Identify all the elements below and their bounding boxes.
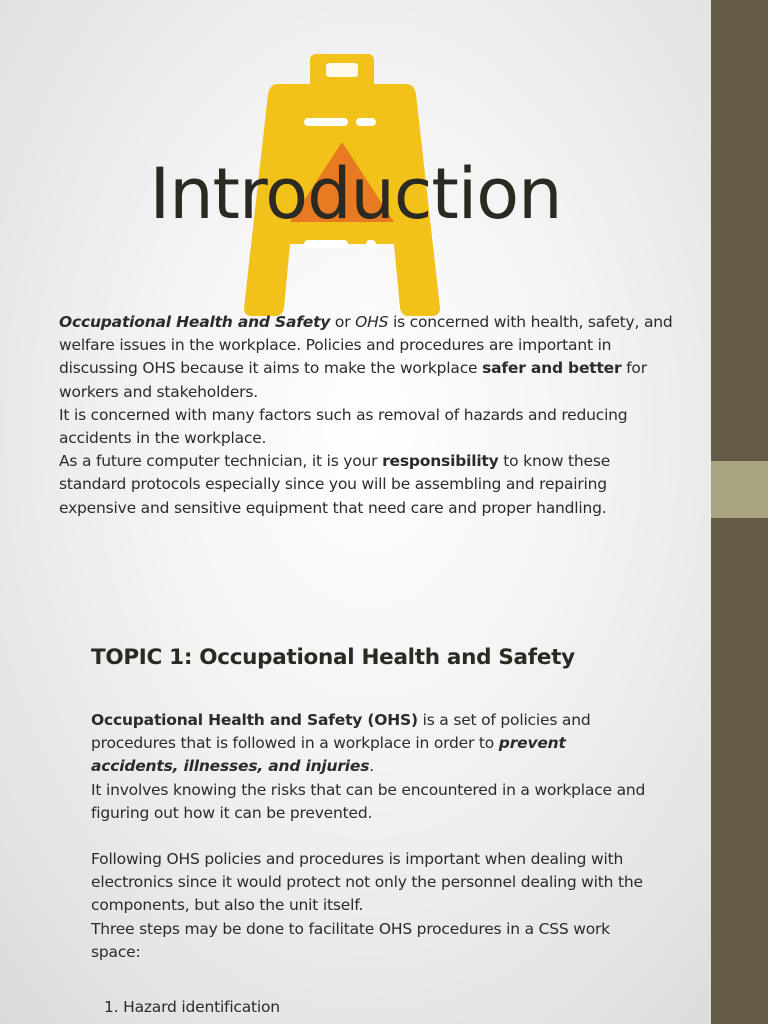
intro-emphasis-safer: safer and better [482, 359, 622, 378]
following-text: Following OHS policies and procedures is important when dealing with electronics since it would protect not only the personnel dealing with the components, but also the unit itself. [91, 850, 643, 915]
ohs-term: Occupational Health and Safety [59, 313, 331, 331]
definition-end: . [369, 757, 374, 776]
definition-term: Occupational Health and Safety (OHS) [91, 711, 418, 729]
intro-text-1-end: for workers and stakeholders. [59, 359, 647, 401]
definition-text: is a set of policies and procedures that is followed in a workplace in order to [91, 711, 591, 753]
topic-heading: TOPIC 1: Occupational Health and Safety [91, 645, 575, 670]
risks-text: It involves knowing the risks that can be encountered in a workplace and figuring out how it can be prevented. [91, 780, 646, 822]
topic-definition [91, 709, 651, 825]
intro-text-3-end: to know these standard protocols especially since you will be assembling and repairing expensive and sensitive equipment that need care and proper handling. [59, 452, 611, 517]
intro-paragraph [59, 311, 679, 520]
three-steps-text: Three steps may be done to facilitate OHS procedures in a CSS work space: [91, 919, 610, 961]
definition-emphasis: prevent accidents, illnesses, and injuries [91, 734, 566, 776]
intro-text-1: is concerned with health, safety, and welfare issues in the workplace. Policies and procedures are important in discussing OHS because it aims to make the workplace [59, 313, 673, 378]
ohs-abbr: OHS [355, 313, 389, 331]
intro-text-3: As a future computer technician, it is your [59, 452, 383, 471]
topic-following [91, 848, 651, 964]
intro-text-2: It is concerned with many factors such as removal of hazards and reducing accidents in the workplace. [59, 405, 628, 448]
slide-title: Introduction [149, 153, 562, 235]
list-item: 1. Hazard identification [104, 998, 280, 1016]
steps-list [104, 996, 280, 1019]
intro-emphasis-responsibility: responsibility [382, 452, 499, 471]
sidebar-accent-block [711, 461, 768, 518]
intro-or: or [330, 313, 356, 331]
